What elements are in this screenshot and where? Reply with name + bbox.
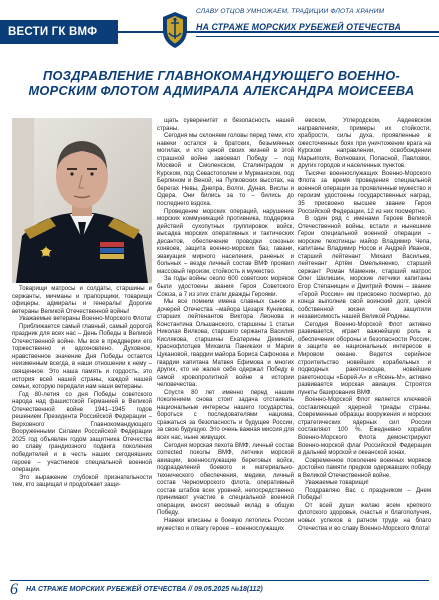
paragraph: Уважаемые ветераны Военно-Морского Флота! [19,316,152,323]
page-footer [0,578,439,600]
header-sub-rule [196,36,439,37]
paragraph: Сегодня мы склоняем головы перед теми, кто навеки остался в братских, безымянных могилах, и кто ценой своих жизней в этой страшной войне завоевал Победу – под Москвой и Смоленском, Сталинградом и Курском, под Севастополем и Мурманском, под Берлином и Веной, на Пулковских высотах, на берегах Невы, Днепра, Волги, Дуная, Вислы и Одера. Они бились за то – бились до последнего вздоха. [157,133,294,208]
paragraph: Уважаемые товарищи! [305,480,369,487]
paragraph: Год 80-летия со дня Победы советского народа над фашистской Германией в Великой Отечественной войне 1941–1945 годов решением Президента Российской Федерации – Верховного Главнокомандующего Вооруженными Силами Российской Федерации 2025 год объявлен годом защитника Отечества во славу грандиозного подвига поколения победителей и в честь наших сегодняшних героев – участников специальной военной операции. [12,391,152,474]
navy-emblem-icon [160,10,190,50]
paragraph: Это выражение глубокой признательности тем, кто защищал и продолжает защи- [12,474,152,489]
paragraph: Сегодня Военно-Морской Флот активно развивается, играет важнейшую роль в обеспечении обороны и безопасности России, в защите ее национальных интересов в Мировом океане. Ведется серийное строительство новейших корабельных и подводных ракетоносцев, новейшие ракетоносцы «Борей-А» и «Ясень-М», активно развивается морская авиация. Строятся пункты базирования ВМФ. [298,321,431,396]
paragraph: Навеки вписаны в боевую летопись России мужество и отвагу героев – военнослужащих [157,517,294,532]
admiral-portrait-photo [12,118,152,283]
article-column-3 [298,118,431,533]
section-tag: ВЕСТИ ГК ВМФ [0,20,118,44]
paragraph: щать суверенитет и безопасность нашей страны. [157,118,294,132]
paragraph: Спустя 80 лет именно перед нашим поколением снова стоит задача отстаивать национальные интересы нашего государства, бороться с последователями нацизма, сражаться за безопасность и будущее России, за свою будущую. Это очень важная миссия для всех нас, ныне живущих. [157,389,294,441]
paragraph: Мы все помним имена славных сынов и дочерей Отечества –майора Цезаря Куникова, старших лейтенантов Виктора Леонова и Константина Ольшанского, старшины 1 статьи Николая Вилкова, старшего сержанта Василия Кислякова, старшины Екатерины Деминой, краснофлотцев Михаила Паникахи и Марии Цукановой, гвардии майора Бориса Сафонова и гвардии капитана Матвея Ефимова и многих других, кто не жалея себя одержал Победу в самой кровопролитной войне в истории человечества. [157,299,294,389]
paragraph: За годы войны около 600 советских моряков были удостоены звания Героя Советского Союза, а 7 из этих стали дважды Героями. [157,276,294,298]
footer-issue-line: НА СТРАЖЕ МОРСКИХ РУБЕЖЕЙ ОТЕЧЕСТВА // 09.05.2025 №18(112) [26,586,263,593]
paragraph: Поздравляю Вас с праздником – Днем Победы! [298,487,431,502]
paper-name: НА СТРАЖЕ МОРСКИХ РУБЕЖЕЙ ОТЕЧЕСТВА [196,22,401,32]
article-headline: ПОЗДРАВЛЕНИЕ ГЛАВНОКОМАНДУЮЩЕГО ВОЕННО-МОРСКИМ ФЛОТОМ АДМИРАЛА АЛЕКСАНДРА МОИСЕЕВА [28,68,415,98]
footer-rule [10,580,429,581]
paragraph: евском, Углеродском, Авдеевском направлениях, примеры их стойкости, храбрости, силы духа, проявленные в ожесточенных боях при уничтожении врага на Курском направлении, освобождении Марьиполя, Волновахи, Попасной, Павловки, других городов и населенных пунктов. [298,118,431,170]
paragraph: Проведение морских операций, нарушение морских коммуникаций противника, поддержка действий сухопутных группировок войск, высадка морских оперативных и тактических десантов, обеспечение проводки союзных конвоев, защита военно-морских баз, гавани, эвакуация мирного населения, раненых и больных – везде личный состав ВМФ проявил массовый героизм, стойкость и мужество. [157,208,294,275]
paragraph: В один ряд с именами Героев Великой Отечественной войны, встали и нынешние Герои специальной военной операции – морские пехотинцы майор Владимир Чепа, капитаны Владимир Носов и Андрей Иванов, старший лейтенант Михаил Васильев, лейтенант Артём Омельяненко, старший сержант Роман Маменин, старший матрос Олег Шилишин, морские летчики капитаны Егор Степанищин и Дмитрий Фомин – звание «Герой России» им присвоено посмертно, до конца выполнив свой воинский долг, ценой собственной жизни они защитили независимость нашей Великой Родины. [298,216,431,321]
paragraph: Сегодня морская пехота ВМФ, личный состав corrected поколы ВМФ, летчики морской авиации, военнослужащие береговых войск, подразделений боевого и материально-технического обеспечения, медики, личный состав Черноморского флота, оперативный состав штабов всех уровней, непосредственно принимают участие в специальной военной операции, вносят весомый вклад в общую Победу. [157,442,294,517]
paragraph: Приближается самый главный, самый дорогой праздник для всех нас – День Победы в Великой Отечественной войне. Мы все в преддверии его торжественно и вдохновлено. Духовное, нравственное значение Дня Победы остается неизменным всегда, в наши отношении к нему – священное. Это наша память и гордость, это история всей нашей страны, каждой нашей семьи, которую передали нам наши ветераны. [12,323,152,391]
paragraph: Тысячи военнослужащих Военно-Морского Флота за время проведения специальной военной операции за проявленные мужество и героизм удостоены государственных наград, 35 присвоено высшее звание Героя Российской Федерации, 12 из них посмертно. [298,170,431,215]
paragraph: Товарищи матросы и солдаты, старшины и сержанты, мичманы и прапорщики, товарищи офицеры, адмиралы и генералы! Дорогие ветераны Великой Отечественной войны! [12,286,152,315]
page-number: 6 [10,581,18,598]
paragraph: От всей души желаю всем крепкого флотского здоровья, счастья и благополучия, новых успехов в ратном труде на благо Отечества и во славу Военно-Морского Флота! [298,502,431,532]
article-column-1 [12,286,152,490]
article-column-2 [157,118,294,533]
slogan: СЛАВУ ОТЦОВ УМНОЖАЕМ, ТРАДИЦИИ ФЛОТА ХРАНИМ [196,8,385,15]
page-header [0,0,439,64]
paragraph: Современное поколение военных моряков достойно памяти предков одержавших победу в Великой Отечественной войне. [298,457,431,479]
paragraph: Военно-Морской Флот является ключевой составляющей ядерной триады страны. Современные образцы вооружения и морских стратегических ядерных сил России составляют 100 %. Ежедневно корабли Военно-Морского Флота демонстрируют Военно-морской флаг Российской Федерации в дальней морской и океанской зонах. [298,397,431,457]
